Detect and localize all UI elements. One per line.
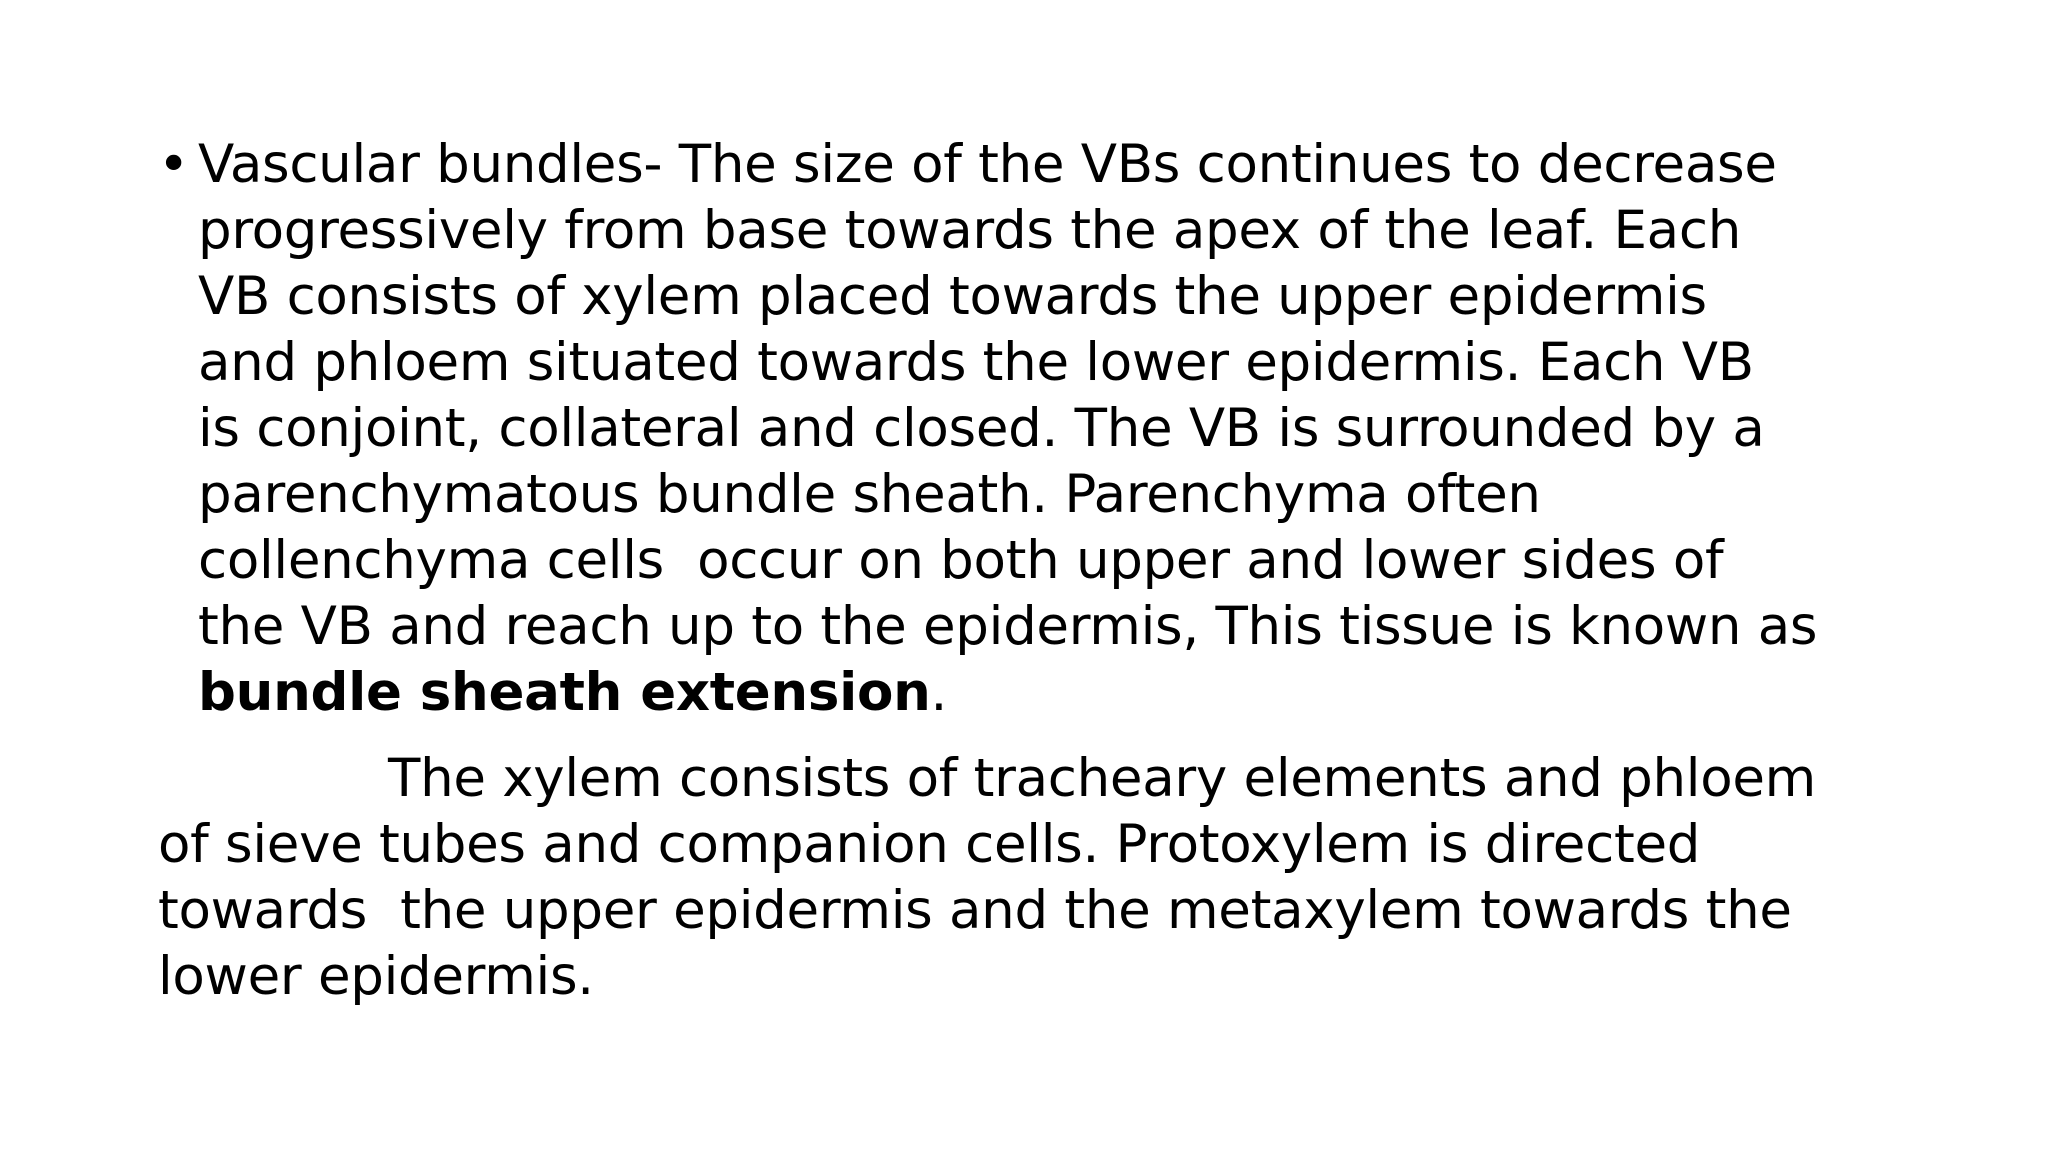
slide-body: [158, 132, 1918, 1010]
text-line: towards the upper epidermis and the metaxylem towards the: [158, 880, 1792, 941]
text-line-final: [198, 660, 1918, 726]
text-line: lower epidermis.: [158, 946, 594, 1007]
text-line: of sieve tubes and companion cells. Protoxylem is directed: [158, 814, 1701, 875]
text-line: parenchymatous bundle sheath. Parenchyma often: [198, 464, 1541, 525]
text-line: collenchyma cells occur on both upper and lower sides of: [198, 530, 1724, 591]
end-punctuation: .: [930, 662, 948, 723]
text-line: progressively from base towards the apex of the leaf. Each: [198, 200, 1741, 261]
text-line-indented: The xylem consists of tracheary elements and phloem: [388, 748, 1816, 809]
bullet-paragraph: [158, 132, 1918, 726]
second-paragraph: [158, 746, 1918, 1010]
bullet-text: [198, 132, 1918, 726]
text-line: is conjoint, collateral and closed. The VB is surrounded by a: [198, 398, 1765, 459]
text-line: VB consists of xylem placed towards the upper epidermis: [198, 266, 1707, 327]
bullet-marker: •: [158, 134, 189, 195]
text-line: the VB and reach up to the epidermis, This tissue is known as: [198, 596, 1818, 657]
bold-term: bundle sheath extension: [198, 662, 931, 723]
text-line: and phloem situated towards the lower epidermis. Each VB: [198, 332, 1754, 393]
text-line: Vascular bundles- The size of the VBs continues to decrease: [198, 134, 1777, 195]
